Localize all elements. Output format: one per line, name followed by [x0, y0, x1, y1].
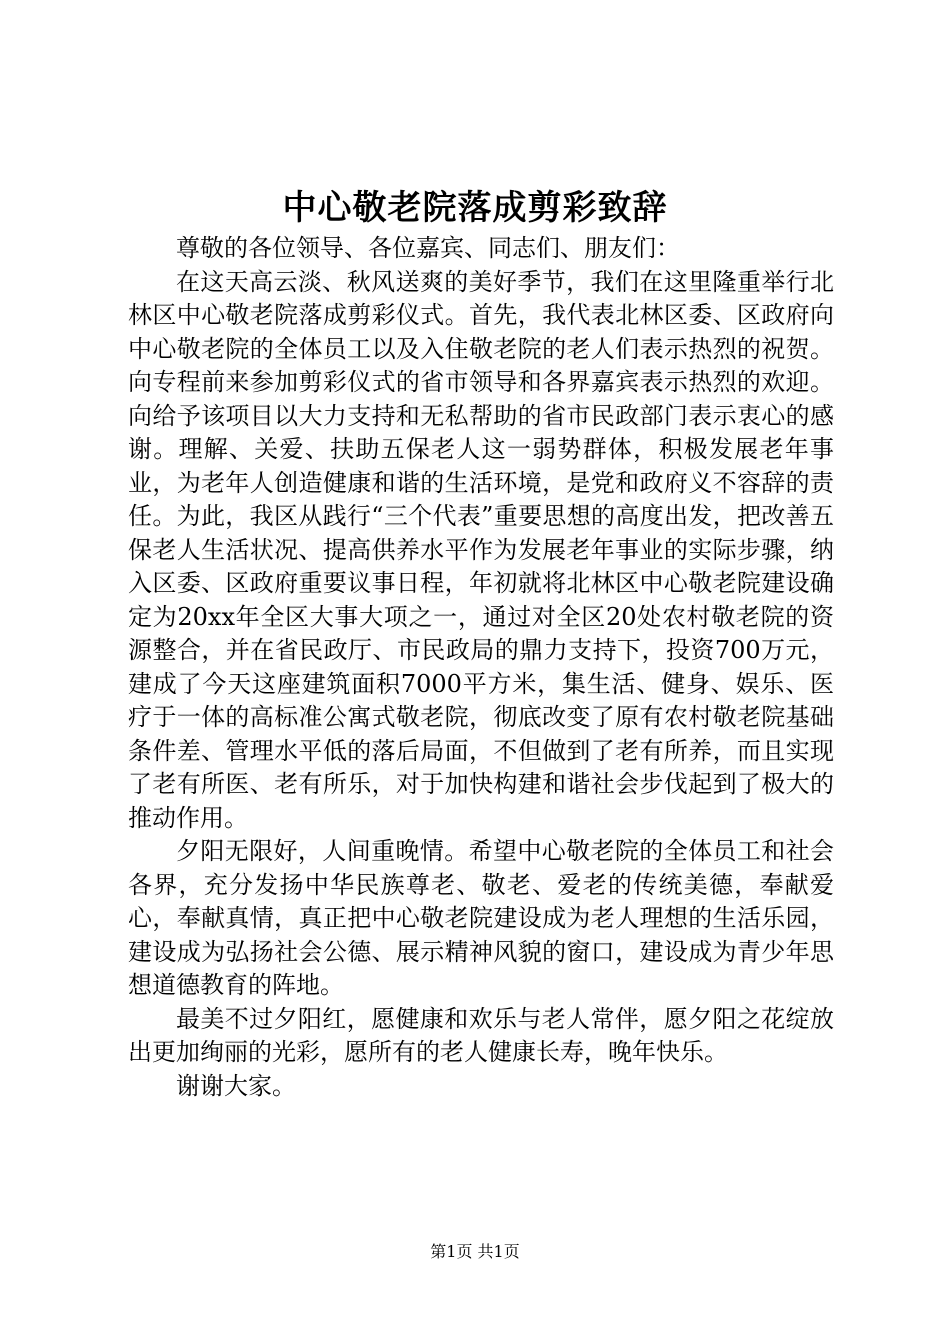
- body-paragraph-3: 最美不过夕阳红，愿健康和欢乐与老人常伴，愿夕阳之花绽放出更加绚丽的光彩，愿所有的老人健康长寿，晚年快乐。: [128, 1004, 834, 1066]
- body-paragraph-2: 夕阳无限好，人间重晚情。希望中心敬老院的全体员工和社会各界，充分发扬中华民族尊老、敬老、爱老的传统美德，奉献爱心，奉献真情，真正把中心敬老院建设成为老人理想的生活乐园，建设成为弘扬社会公德、展示精神风貌的窗口，建设成为青少年思想道德教育的阵地。: [128, 837, 834, 999]
- document-title: 中心敬老院落成剪彩致辞: [282, 188, 668, 228]
- body-paragraph-1: 在这天高云淡、秋风送爽的美好季节，我们在这里隆重举行北林区中心敬老院落成剪彩仪式。首先，我代表北林区委、区政府向中心敬老院的全体员工以及入住敬老院的老人们表示热烈的祝贺。向专程前来参加剪彩仪式的省市领导和各界嘉宾表示热烈的欢迎。向给予该项目以大力支持和无私帮助的省市民政部门表示衷心的感谢。理解、关爱、扶助五保老人这一弱势群体，积极发展老年事业，为老年人创造健康和谐的生活环境，是党和政府义不容辞的责任。为此，我区从践行“三个代表”重要思想的高度出发，把改善五保老人生活状况、提高供养水平作为发展老年事业的实际步骤，纳入区委、区政府重要议事日程，年初就将北林区中心敬老院建设确定为20xx年全区大事大项之一，通过对全区20处农村敬老院的资源整合，并在省民政厅、市民政局的鼎力支持下，投资700万元，建成了今天这座建筑面积7000平方米，集生活、健身、娱乐、医疗于一体的高标准公寓式敬老院，彻底改变了原有农村敬老院基础条件差、管理水平低的落后局面，不但做到了老有所养，而且实现了老有所医、老有所乐，对于加快构建和谐社会步伐起到了极大的推动作用。: [128, 267, 834, 832]
- document-body: [128, 232, 834, 1103]
- salutation-paragraph: 尊敬的各位领导、各位嘉宾、同志们、朋友们：: [176, 234, 680, 262]
- closing-paragraph: 谢谢大家。: [176, 1071, 296, 1100]
- page-number-footer: 第1页 共1页: [430, 1242, 520, 1261]
